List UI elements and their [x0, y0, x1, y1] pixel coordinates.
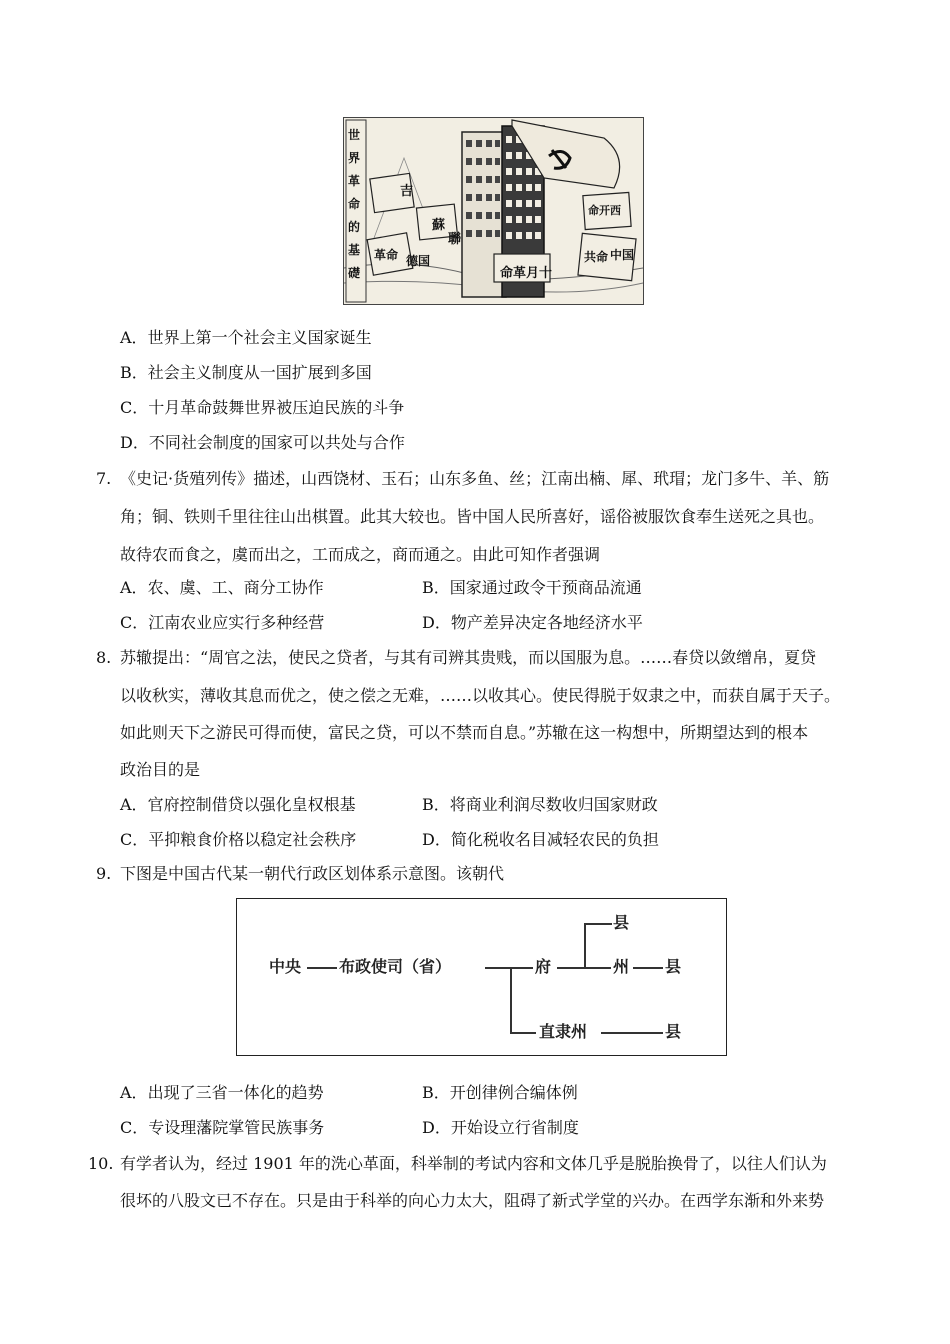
flag-label: 命革 — [500, 266, 527, 281]
q8-option-b[interactable] — [422, 795, 658, 815]
option-text: 将商业利润尽数收归国家财政 — [449, 795, 658, 814]
q8-option-a[interactable] — [120, 795, 356, 815]
option-letter: D． — [422, 613, 451, 632]
option-text: 出现了三省一体化的趋势 — [147, 1083, 324, 1102]
question-number: 9. — [96, 864, 112, 883]
option-text: 十月革命鼓舞世界被压迫民族的斗争 — [148, 398, 405, 417]
option-text: 开始设立行省制度 — [450, 1118, 579, 1137]
q8-option-c[interactable] — [120, 830, 356, 850]
cartoon-side-text: 世界革命的基礎 — [348, 128, 361, 280]
node-central: 中央 — [269, 957, 302, 976]
flag-label: 革命 — [374, 248, 399, 262]
q8-stem-line: 如此则天下之游民可得而使，富民之贷，可以不禁而自息。”苏辙在这一构想中，所期望达到的根本 — [120, 723, 809, 742]
q7-option-c[interactable] — [120, 613, 324, 633]
node-zhou: 州 — [613, 957, 630, 976]
q7-stem-line: 角；铜、铁则千里往往山出棋置。此其大较也。皆中国人民所喜好，谣俗被服饮食奉生送死之具也。 — [120, 507, 825, 526]
q7-stem-line: 《史记·货殖列传》描述，山西饶材、玉石；山东多鱼、丝；江南出楠、犀、玳瑁；龙门多牛、羊、筋 — [120, 469, 830, 488]
flag-label: 聯 — [448, 232, 462, 247]
connector-line — [510, 967, 512, 1033]
option-text: 国家通过政令干预商品流通 — [449, 578, 642, 597]
connector-line — [510, 1032, 536, 1034]
q6-option-c[interactable] — [120, 398, 404, 418]
q7-option-a[interactable] — [120, 578, 324, 598]
revolution-cartoon-image — [343, 117, 644, 305]
flag-label: 共命 — [584, 250, 609, 264]
flag-label: 蘇 — [432, 218, 446, 233]
q6-option-d[interactable] — [120, 433, 405, 453]
option-letter: D． — [422, 830, 451, 849]
option-letter: B． — [422, 795, 450, 814]
option-letter: B． — [422, 578, 450, 597]
question-number: 10. — [88, 1154, 114, 1173]
option-letter: A． — [120, 328, 148, 347]
option-letter: A． — [120, 795, 148, 814]
connector-line — [601, 1032, 663, 1034]
connector-line — [485, 967, 533, 969]
option-letter: D． — [120, 433, 149, 452]
flag-label: 德国 — [406, 254, 431, 268]
q10-stem-line: 很坏的八股文已不存在。只是由于科举的向心力太大，阻碍了新式学堂的兴办。在西学东渐和外来势 — [120, 1191, 825, 1210]
flag-label: 中国 — [610, 248, 635, 262]
option-text: 农、虞、工、商分工协作 — [147, 578, 324, 597]
node-province: 布政使司（省） — [339, 957, 452, 976]
option-letter: A． — [120, 578, 148, 597]
q8-stem-line: 苏辙提出：“周官之法，使民之贷者，与其有司辨其贵贱，而以国服为息。……春贷以敛缯帛，夏贷 — [120, 648, 817, 667]
option-letter: C． — [120, 1118, 149, 1137]
q6-option-a[interactable] — [120, 328, 372, 348]
option-letter: A． — [120, 1083, 148, 1102]
option-text: 开创律例合编体例 — [449, 1083, 578, 1102]
option-text: 不同社会制度的国家可以共处与合作 — [148, 433, 405, 452]
q6-option-b[interactable] — [120, 363, 372, 383]
option-letter: C． — [120, 613, 149, 632]
q9-option-c[interactable] — [120, 1118, 324, 1138]
q10-stem-line: 有学者认为，经过 1901 年的洗心革面，科举制的考试内容和文体几乎是脱胎换骨了，以往人们认为 — [120, 1154, 827, 1173]
flag-label: 月十 — [526, 266, 553, 281]
q8-option-d[interactable] — [422, 830, 659, 850]
option-letter: B． — [120, 363, 148, 382]
connector-line — [307, 967, 337, 969]
node-county: 县 — [665, 1022, 682, 1041]
connector-line — [585, 967, 611, 969]
q7-stem-line: 故待农而食之，虞而出之，工而成之，商而通之。由此可知作者强调 — [120, 545, 601, 564]
flag-label: 吉 — [400, 184, 414, 199]
option-letter: C． — [120, 398, 149, 417]
administrative-hierarchy-diagram — [236, 898, 727, 1056]
option-letter: D． — [422, 1118, 451, 1137]
connector-line — [633, 967, 663, 969]
q9-option-a[interactable] — [120, 1083, 324, 1103]
question-number: 8. — [96, 648, 112, 667]
option-text: 官府控制借贷以强化皇权根基 — [147, 795, 356, 814]
node-county: 县 — [613, 913, 630, 932]
option-text: 社会主义制度从一国扩展到多国 — [147, 363, 372, 382]
node-direct-zhou: 直隶州 — [539, 1022, 588, 1041]
option-text: 简化税收名目减轻农民的负担 — [450, 830, 659, 849]
option-text: 专设理藩院掌管民族事务 — [148, 1118, 325, 1137]
q9-option-d[interactable] — [422, 1118, 579, 1138]
flag-label: 命开西 — [588, 204, 621, 217]
q8-stem-line: 政治目的是 — [120, 760, 201, 779]
q7-option-b[interactable] — [422, 578, 642, 598]
node-county: 县 — [665, 957, 682, 976]
option-letter: C． — [120, 830, 149, 849]
connector-line — [557, 967, 585, 969]
option-text: 平抑粮食价格以稳定社会秩序 — [148, 830, 357, 849]
connector-line — [584, 923, 586, 968]
option-text: 江南农业应实行多种经营 — [148, 613, 325, 632]
q9-stem: 下图是中国古代某一朝代行政区划体系示意图。该朝代 — [120, 864, 505, 883]
option-text: 世界上第一个社会主义国家诞生 — [147, 328, 372, 347]
connector-line — [584, 923, 612, 925]
q8-stem-line: 以收秋实，薄收其息而优之，使之偿之无难，……以收其心。使民得脱于奴隶之中，而获自属于天子。 — [120, 686, 841, 705]
q9-option-b[interactable] — [422, 1083, 578, 1103]
option-letter: B． — [422, 1083, 450, 1102]
question-number: 7. — [96, 469, 112, 488]
q7-option-d[interactable] — [422, 613, 643, 633]
node-prefecture: 府 — [535, 957, 552, 976]
option-text: 物产差异决定各地经济水平 — [450, 613, 643, 632]
